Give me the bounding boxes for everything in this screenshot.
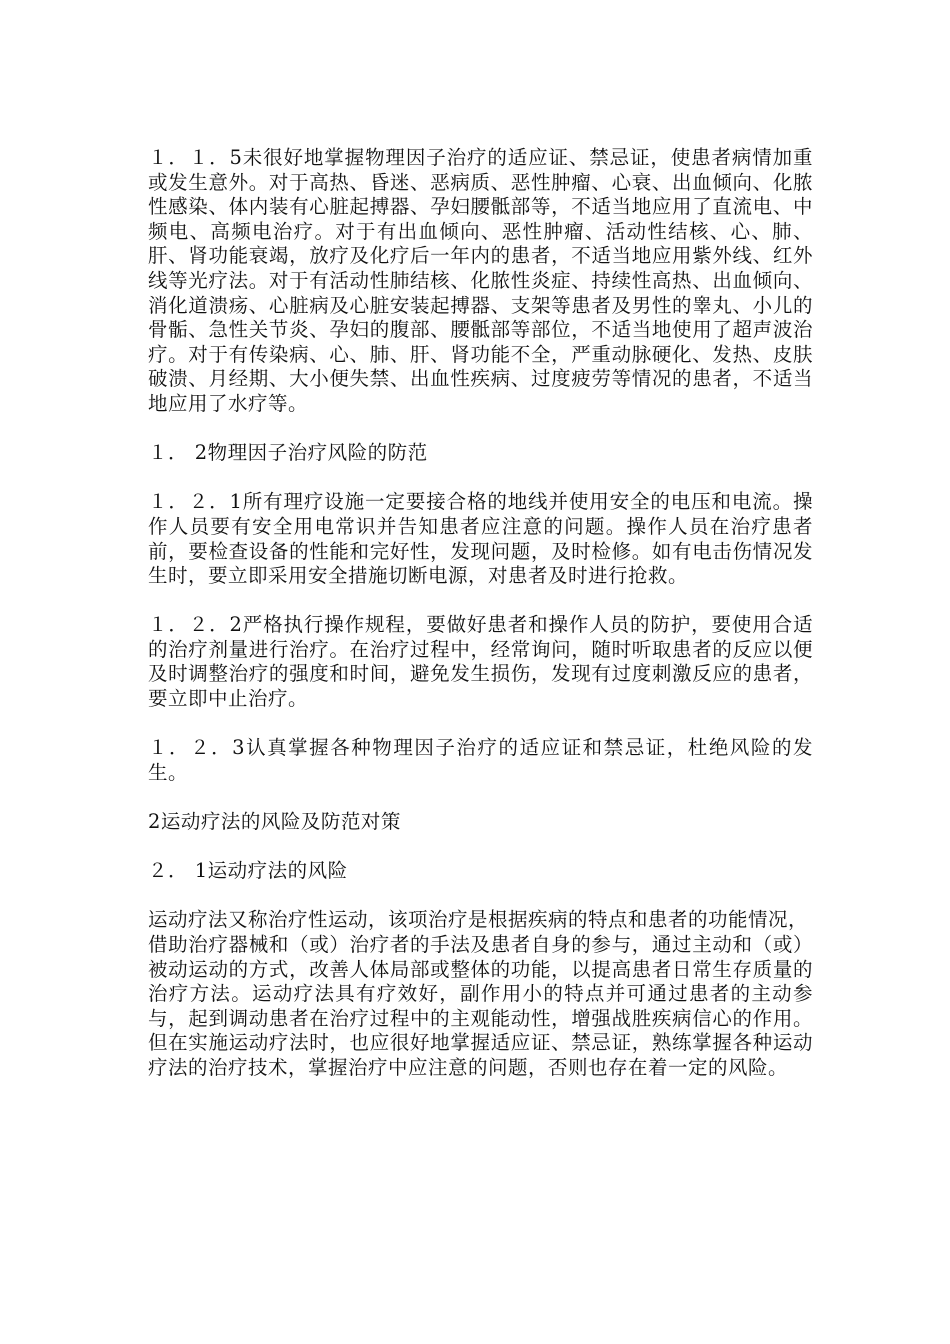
paragraph-line-intro: 运动疗法又称治疗性运动，该项治疗是根据疾病的特点和患者的功能情况， — [148, 908, 809, 932]
paragraph-1-2-1: １．２．1所有理疗设施一定要接合格的地线并使用安全的电压和电流。操作人员要有安全用电常识并告知患者应注意的问题。操作人员在治疗患者前，要检查设备的性能和完好性，发现问题，及时检修。如有电击伤情况发生时，要立即采用安全措施切断电源，对患者及时进行抢救。 — [148, 490, 813, 588]
paragraph-1-2-3: １．２．3认真掌握各种物理因子治疗的适应证和禁忌证，杜绝风险的发生。 — [148, 736, 813, 784]
paragraph-exercise-therapy — [148, 908, 813, 1080]
paragraph-1-2-2: １．２．2严格执行操作规程，要做好患者和操作人员的防护，要使用合适的治疗剂量进行治疗。在治疗过程中，经常询问，随时听取患者的反应以便及时调整治疗的强度和时间，避免发生损伤，发现有过度刺激反应的患者，要立即中止治疗。 — [148, 613, 813, 711]
document-body — [148, 146, 813, 1105]
section-heading-2: 2运动疗法的风险及防范对策 — [148, 810, 401, 834]
paragraph-1-1-5: １．１．5未很好地掌握物理因子治疗的适应证、禁忌证，使患者病情加重或发生意外。对于高热、昏迷、恶病质、恶性肿瘤、心衰、出血倾向、化脓性感染、体内装有心脏起搏器、孕妇腰骶部等，不适当地应用了直流电、中频电、高频电治疗。对于有出血倾向、恶性肿瘤、活动性结核、心、肺、肝、肾功能衰竭，放疗及化疗后一年内的患者，不适当地应用紫外线、红外线等光疗法。对于有活动性肺结核、化脓性炎症、持续性高热、出血倾向、消化道溃疡、心脏病及心脏安装起搏器、支架等患者及男性的睾丸、小儿的骨骺、急性关节炎、孕妇的腹部、腰骶部等部位，不适当地使用了超声波治疗。对于有传染病、心、肺、肝、肾功能不全，严重动脉硬化、发热、皮肤破溃、月经期、大小便失禁、出血性疾病、过度疲劳等情况的患者，不适当地应用了水疗等。 — [148, 146, 813, 415]
section-heading-2-1: ２． 1运动疗法的风险 — [148, 859, 348, 883]
section-heading-1-2: １． 2物理因子治疗风险的防范 — [148, 441, 428, 465]
paragraph-line-body: 借助治疗器械和（或）治疗者的手法及患者自身的参与，通过主动和（或）被动运动的方式，改善人体局部或整体的功能，以提高患者日常生存质量的治疗方法。运动疗法具有疗效好，副作用小的特点并可通过患者的主动参与，起到调动患者在治疗过程中的主观能动性，增强战胜疾病信心的作用。但在实施运动疗法时，也应很好地掌握适应证、禁忌证，熟练掌握各种运动疗法的治疗技术，掌握治疗中应注意的问题，否则也存在着一定的风险。 — [148, 933, 813, 1079]
